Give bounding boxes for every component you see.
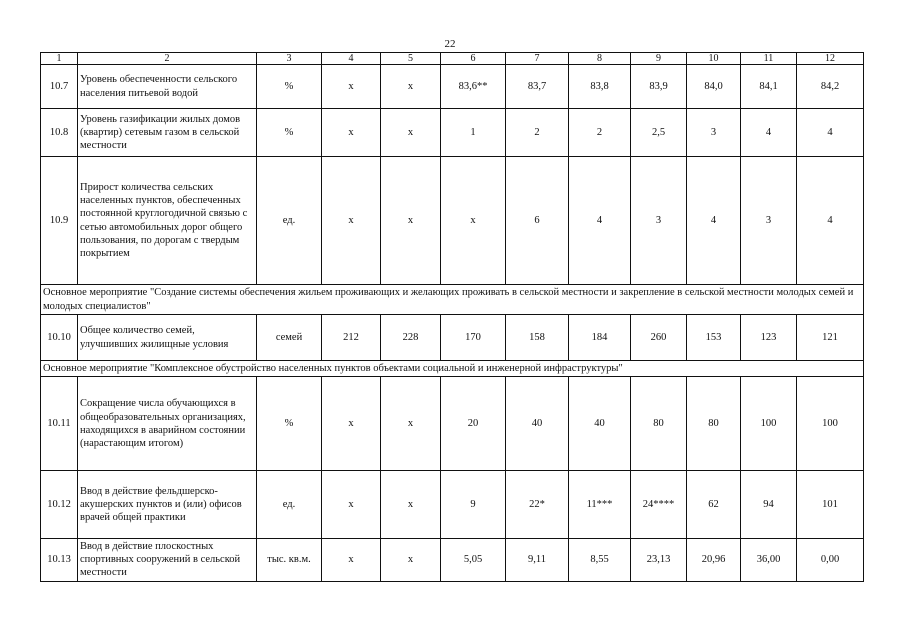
value-cell: 170 bbox=[441, 315, 506, 361]
indicator-row bbox=[41, 157, 864, 285]
value-cell: 9,11 bbox=[506, 539, 569, 581]
column-number: 7 bbox=[506, 53, 569, 65]
value-cell: 100 bbox=[741, 377, 797, 471]
value-cell: x bbox=[322, 157, 381, 285]
section-row bbox=[41, 361, 864, 377]
value-cell: 6 bbox=[506, 157, 569, 285]
value-cell: 8,55 bbox=[569, 539, 631, 581]
row-number: 10.10 bbox=[41, 315, 78, 361]
value-cell: 80 bbox=[687, 377, 741, 471]
indicator-row bbox=[41, 109, 864, 157]
column-number: 9 bbox=[631, 53, 687, 65]
indicator-name: Общее количество семей, улучшивших жилищные условия bbox=[78, 315, 257, 361]
value-cell: x bbox=[322, 377, 381, 471]
column-number: 12 bbox=[797, 53, 864, 65]
value-cell: 3 bbox=[631, 157, 687, 285]
value-cell: 0,00 bbox=[797, 539, 864, 581]
row-number: 10.9 bbox=[41, 157, 78, 285]
value-cell: 83,6** bbox=[441, 65, 506, 109]
indicator-name: Ввод в действие фельдшерско-акушерских пунктов и (или) офисов врачей общей практики bbox=[78, 471, 257, 539]
indicator-name: Сокращение числа обучающихся в общеобразовательных организациях, находящихся в аварийном состоянии (нарастающим итогом) bbox=[78, 377, 257, 471]
value-cell: 158 bbox=[506, 315, 569, 361]
row-number: 10.13 bbox=[41, 539, 78, 581]
value-cell: 36,00 bbox=[741, 539, 797, 581]
column-number: 6 bbox=[441, 53, 506, 65]
section-row bbox=[41, 285, 864, 315]
value-cell: 4 bbox=[741, 109, 797, 157]
value-cell: x bbox=[381, 539, 441, 581]
column-number: 10 bbox=[687, 53, 741, 65]
unit-cell: % bbox=[257, 377, 322, 471]
value-cell: 11*** bbox=[569, 471, 631, 539]
section-title: Основное мероприятие "Комплексное обустройство населенных пунктов объектами социальной и инженерной инфраструктуры" bbox=[41, 361, 864, 377]
value-cell: x bbox=[322, 65, 381, 109]
value-cell: 100 bbox=[797, 377, 864, 471]
value-cell: 23,13 bbox=[631, 539, 687, 581]
indicators-table bbox=[40, 52, 864, 582]
value-cell: 184 bbox=[569, 315, 631, 361]
value-cell: 80 bbox=[631, 377, 687, 471]
value-cell: x bbox=[381, 157, 441, 285]
value-cell: 20 bbox=[441, 377, 506, 471]
value-cell: 20,96 bbox=[687, 539, 741, 581]
column-number: 4 bbox=[322, 53, 381, 65]
indicator-row bbox=[41, 539, 864, 581]
page-number: 22 bbox=[444, 38, 456, 50]
value-cell: 2,5 bbox=[631, 109, 687, 157]
value-cell: 83,9 bbox=[631, 65, 687, 109]
value-cell: 212 bbox=[322, 315, 381, 361]
value-cell: 5,05 bbox=[441, 539, 506, 581]
value-cell: 84,2 bbox=[797, 65, 864, 109]
row-number: 10.11 bbox=[41, 377, 78, 471]
value-cell: 260 bbox=[631, 315, 687, 361]
value-cell: x bbox=[441, 157, 506, 285]
indicator-name: Уровень газификации жилых домов (квартир) сетевым газом в сельской местности bbox=[78, 109, 257, 157]
indicator-name: Уровень обеспеченности сельского населения питьевой водой bbox=[78, 65, 257, 109]
column-number: 8 bbox=[569, 53, 631, 65]
column-number: 2 bbox=[78, 53, 257, 65]
unit-cell: % bbox=[257, 65, 322, 109]
row-number: 10.12 bbox=[41, 471, 78, 539]
column-number: 5 bbox=[381, 53, 441, 65]
value-cell: 9 bbox=[441, 471, 506, 539]
column-number: 3 bbox=[257, 53, 322, 65]
value-cell: 4 bbox=[569, 157, 631, 285]
value-cell: x bbox=[381, 377, 441, 471]
value-cell: 83,8 bbox=[569, 65, 631, 109]
value-cell: 4 bbox=[797, 157, 864, 285]
row-number: 10.7 bbox=[41, 65, 78, 109]
unit-cell: тыс. кв.м. bbox=[257, 539, 322, 581]
value-cell: x bbox=[381, 471, 441, 539]
value-cell: 3 bbox=[687, 109, 741, 157]
value-cell: 84,0 bbox=[687, 65, 741, 109]
value-cell: 83,7 bbox=[506, 65, 569, 109]
value-cell: 22* bbox=[506, 471, 569, 539]
unit-cell: ед. bbox=[257, 157, 322, 285]
section-title: Основное мероприятие "Создание системы обеспечения жильем проживающих и желающих проживать в сельской местности и закрепление в сельской местности молодых семей и молодых специалистов" bbox=[41, 285, 864, 315]
indicator-row bbox=[41, 471, 864, 539]
unit-cell: ед. bbox=[257, 471, 322, 539]
unit-cell: % bbox=[257, 109, 322, 157]
value-cell: 62 bbox=[687, 471, 741, 539]
value-cell: 4 bbox=[797, 109, 864, 157]
value-cell: 2 bbox=[569, 109, 631, 157]
value-cell: x bbox=[381, 109, 441, 157]
value-cell: x bbox=[322, 471, 381, 539]
unit-cell: семей bbox=[257, 315, 322, 361]
row-number: 10.8 bbox=[41, 109, 78, 157]
column-number-row bbox=[41, 53, 864, 65]
value-cell: 101 bbox=[797, 471, 864, 539]
value-cell: x bbox=[381, 65, 441, 109]
value-cell: 2 bbox=[506, 109, 569, 157]
value-cell: 94 bbox=[741, 471, 797, 539]
value-cell: x bbox=[322, 539, 381, 581]
value-cell: 24**** bbox=[631, 471, 687, 539]
value-cell: 84,1 bbox=[741, 65, 797, 109]
indicator-row bbox=[41, 315, 864, 361]
value-cell: 3 bbox=[741, 157, 797, 285]
value-cell: x bbox=[322, 109, 381, 157]
value-cell: 153 bbox=[687, 315, 741, 361]
value-cell: 40 bbox=[569, 377, 631, 471]
column-number: 11 bbox=[741, 53, 797, 65]
value-cell: 123 bbox=[741, 315, 797, 361]
indicator-name: Прирост количества сельских населенных пунктов, обеспеченных постоянной круглогодичной связью с сетью автомобильных дорог общего пользования, по дорогам с твердым покрытием bbox=[78, 157, 257, 285]
indicator-row bbox=[41, 65, 864, 109]
value-cell: 40 bbox=[506, 377, 569, 471]
value-cell: 4 bbox=[687, 157, 741, 285]
value-cell: 228 bbox=[381, 315, 441, 361]
value-cell: 121 bbox=[797, 315, 864, 361]
value-cell: 1 bbox=[441, 109, 506, 157]
column-number: 1 bbox=[41, 53, 78, 65]
indicator-name: Ввод в действие плоскостных спортивных сооружений в сельской местности bbox=[78, 539, 257, 581]
indicator-row bbox=[41, 377, 864, 471]
